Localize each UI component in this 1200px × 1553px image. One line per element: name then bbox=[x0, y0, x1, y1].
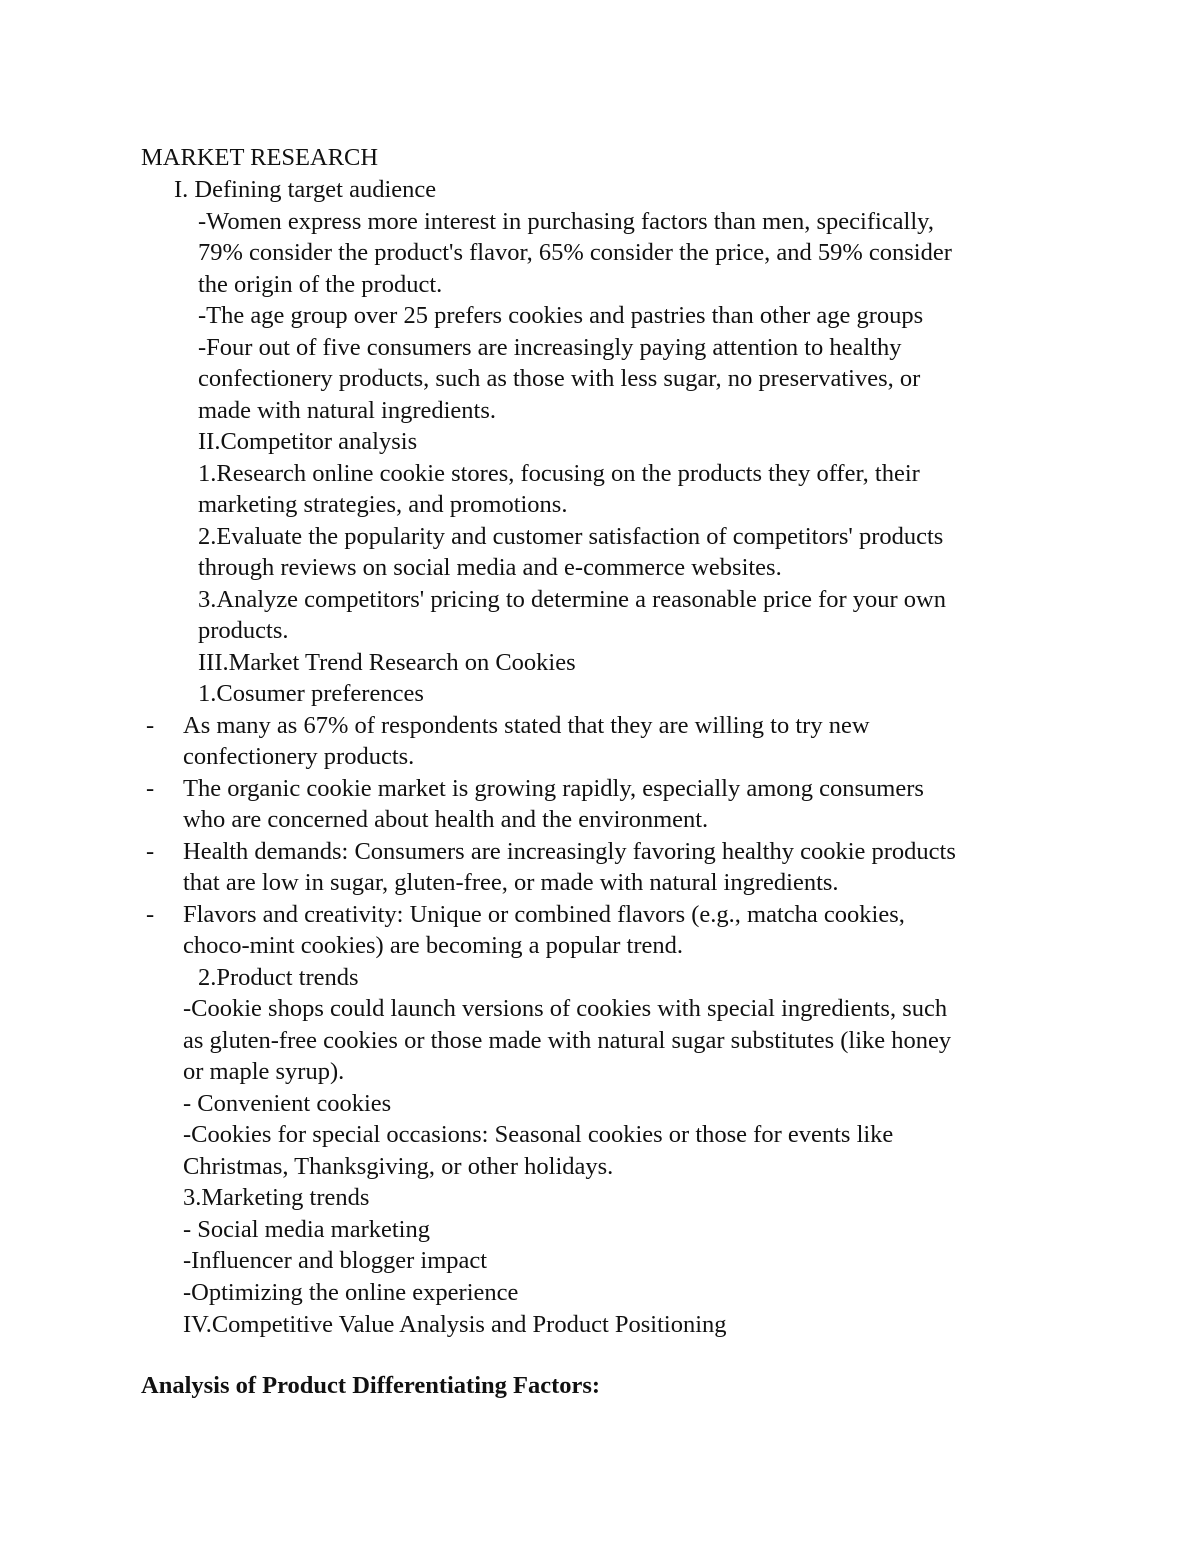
subheading-product-trends: 2.Product trends bbox=[198, 964, 359, 991]
marketing-trend-line: - Social media marketing bbox=[183, 1216, 430, 1243]
section-heading-3: III.Market Trend Research on Cookies bbox=[198, 649, 576, 676]
bullet-line: Flavors and creativity: Unique or combined flavors (e.g., matcha cookies, bbox=[183, 901, 905, 928]
section1-line: confectionery products, such as those with less sugar, no preservatives, or bbox=[198, 365, 921, 392]
bullet-marker: - bbox=[146, 775, 155, 802]
bold-heading: Analysis of Product Differentiating Factors: bbox=[141, 1372, 601, 1399]
subheading-consumer-preferences: 1.Cosumer preferences bbox=[198, 680, 424, 707]
document-title: MARKET RESEARCH bbox=[141, 144, 379, 171]
product-trend-line: or maple syrup). bbox=[183, 1058, 345, 1085]
product-trend-line: as gluten-free cookies or those made with natural sugar substitutes (like honey bbox=[183, 1027, 952, 1054]
bullet-marker: - bbox=[146, 712, 155, 739]
marketing-trend-line: -Influencer and blogger impact bbox=[183, 1247, 488, 1274]
product-trend-line: Christmas, Thanksgiving, or other holidays. bbox=[183, 1153, 614, 1180]
bullet-line: Health demands: Consumers are increasingly favoring healthy cookie products bbox=[183, 838, 956, 865]
product-trend-line: -Cookies for special occasions: Seasonal cookies or those for events like bbox=[183, 1121, 894, 1148]
section-heading-2: II.Competitor analysis bbox=[198, 428, 418, 455]
product-trend-line: -Cookie shops could launch versions of cookies with special ingredients, such bbox=[183, 995, 948, 1022]
section1-line: 79% consider the product's flavor, 65% consider the price, and 59% consider bbox=[198, 239, 952, 266]
section2-line: products. bbox=[198, 617, 289, 644]
section2-line: through reviews on social media and e-commerce websites. bbox=[198, 554, 782, 581]
section2-line: 1.Research online cookie stores, focusing on the products they offer, their bbox=[198, 460, 920, 487]
section2-line: 2.Evaluate the popularity and customer satisfaction of competitors' products bbox=[198, 523, 944, 550]
bullet-line: The organic cookie market is growing rapidly, especially among consumers bbox=[183, 775, 924, 802]
bullet-line: who are concerned about health and the environment. bbox=[183, 806, 709, 833]
marketing-trend-line: -Optimizing the online experience bbox=[183, 1279, 519, 1306]
section-heading-1: I. Defining target audience bbox=[174, 176, 437, 203]
bullet-line: choco-mint cookies) are becoming a popular trend. bbox=[183, 932, 684, 959]
section2-line: 3.Analyze competitors' pricing to determine a reasonable price for your own bbox=[198, 586, 946, 613]
section1-line: the origin of the product. bbox=[198, 271, 443, 298]
bullet-line: that are low in sugar, gluten-free, or made with natural ingredients. bbox=[183, 869, 839, 896]
section1-line: made with natural ingredients. bbox=[198, 397, 496, 424]
section1-line: -Women express more interest in purchasing factors than men, specifically, bbox=[198, 208, 934, 235]
section1-line: -Four out of five consumers are increasingly paying attention to healthy bbox=[198, 334, 902, 361]
bullet-marker: - bbox=[146, 838, 155, 865]
subheading-marketing-trends: 3.Marketing trends bbox=[183, 1184, 370, 1211]
section1-line: -The age group over 25 prefers cookies and pastries than other age groups bbox=[198, 302, 924, 329]
product-trend-line: - Convenient cookies bbox=[183, 1090, 392, 1117]
section-heading-4: IV.Competitive Value Analysis and Product Positioning bbox=[183, 1311, 727, 1338]
bullet-line: confectionery products. bbox=[183, 743, 415, 770]
bullet-marker: - bbox=[146, 901, 155, 928]
bullet-line: As many as 67% of respondents stated that they are willing to try new bbox=[183, 712, 870, 739]
section2-line: marketing strategies, and promotions. bbox=[198, 491, 568, 518]
